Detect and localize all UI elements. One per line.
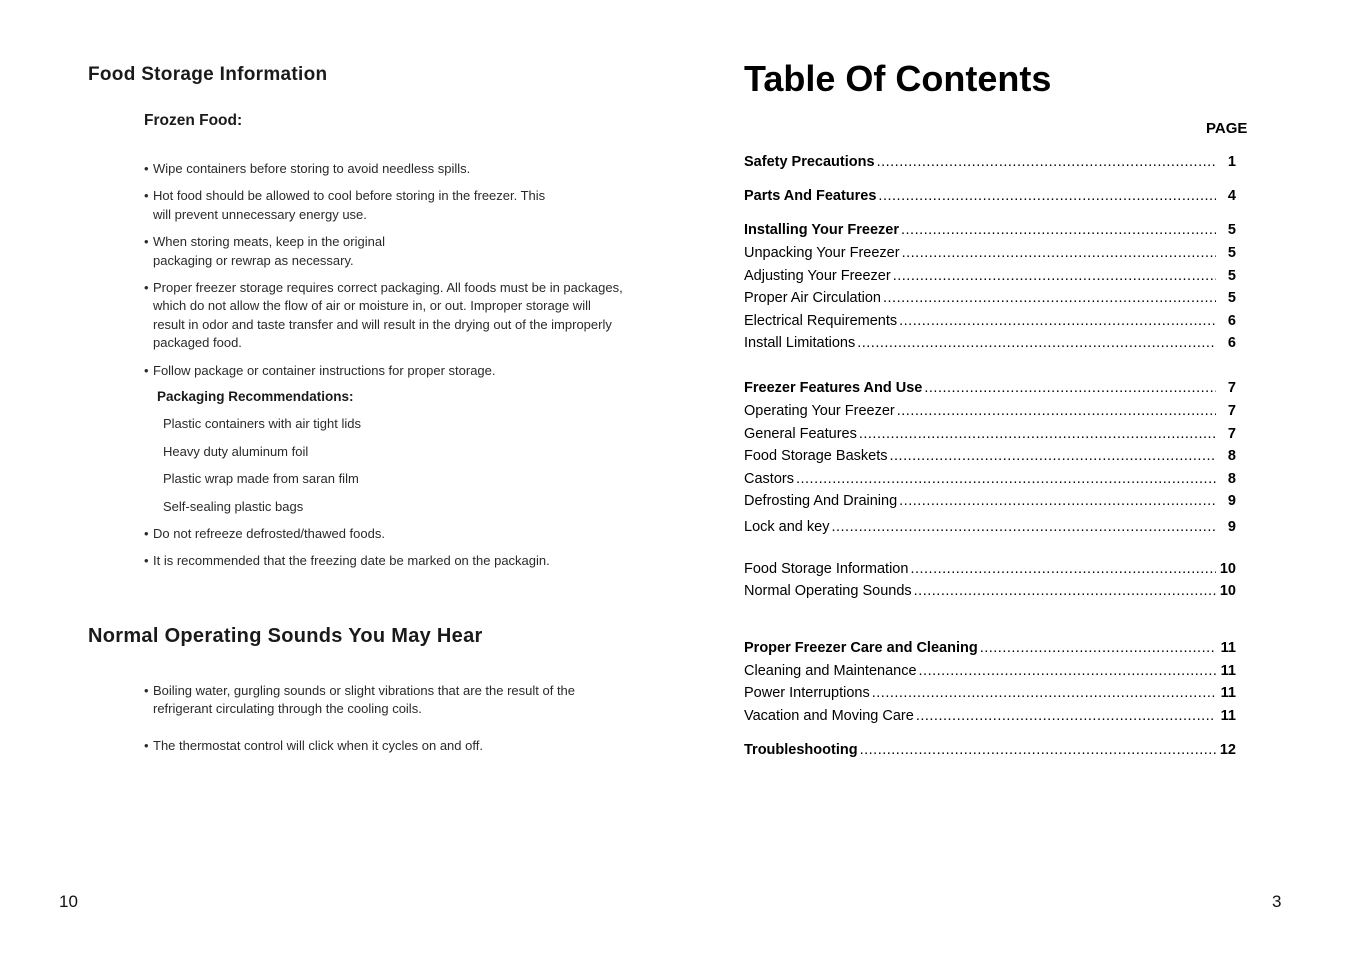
toc-entry — [744, 663, 1236, 679]
toc-leader-dots — [899, 313, 1216, 329]
left-page — [0, 0, 675, 954]
toc-leader-dots — [910, 561, 1216, 577]
bullet-item: • Follow package or container instructions for proper storage. — [144, 362, 624, 380]
bullet-item: • Proper freezer storage requires correct packaging. All foods must be in packages, which do not allow the flow of air or moisture in, or out. Improper storage will result in odor and taste transfer and will result in the drying out of the improperly packaged food. — [144, 279, 623, 353]
toc-entry-page: 1 — [1227, 154, 1236, 170]
page-number: 10 — [59, 892, 78, 911]
toc-entry-page: 9 — [1227, 493, 1236, 509]
toc-entry-page: 5 — [1227, 268, 1236, 284]
toc-entry-label: Cleaning and Maintenance — [744, 663, 917, 679]
frozen-food-bullets — [144, 160, 624, 380]
toc-entry-label: Operating Your Freezer — [744, 403, 895, 419]
toc-entry-label: Castors — [744, 471, 794, 487]
toc-entry-label: Electrical Requirements — [744, 313, 898, 329]
toc-entry — [744, 268, 1236, 284]
packaging-recommendations-heading: Packaging Recommendations: — [157, 389, 354, 404]
toc-entry-label: Normal Operating Sounds — [744, 583, 912, 599]
toc-leader-dots — [914, 583, 1216, 599]
toc-entry-page: 6 — [1227, 335, 1236, 351]
toc-entry — [744, 245, 1236, 261]
toc-entry-page: 8 — [1227, 448, 1236, 464]
toc-entry-label: Vacation and Moving Care — [744, 708, 914, 724]
toc-leader-dots — [796, 471, 1216, 487]
toc-leader-dots — [924, 380, 1216, 396]
toc-leader-dots — [859, 426, 1216, 442]
toc-entry-page: 8 — [1227, 471, 1236, 487]
toc-entry-label: Unpacking Your Freezer — [744, 245, 900, 261]
toc-leader-dots — [831, 519, 1216, 535]
toc-entry — [744, 290, 1236, 306]
bullet-item: • The thermostat control will click when it cycles on and off. — [144, 737, 624, 755]
toc-entry — [744, 188, 1236, 204]
toc-entry-label: Proper Freezer Care and Cleaning — [744, 640, 978, 656]
bullet-item: • When storing meats, keep in the original packaging or rewrap as necessary. — [144, 233, 423, 270]
toc-entry — [744, 583, 1236, 599]
toc-entry-page: 5 — [1227, 290, 1236, 306]
food-storage-title: Food Storage Information — [88, 64, 328, 85]
toc-entry-label: Safety Precautions — [744, 154, 875, 170]
toc-entry-label: Freezer Features And Use — [744, 380, 923, 396]
toc-entry-page: 7 — [1227, 426, 1236, 442]
toc-entry-page: 4 — [1227, 188, 1236, 204]
toc-leader-dots — [877, 154, 1216, 170]
toc-leader-dots — [883, 290, 1216, 306]
toc-entry — [744, 519, 1236, 535]
operating-sounds-title: Normal Operating Sounds You May Hear — [88, 625, 483, 647]
toc-entry-page: 5 — [1227, 222, 1236, 238]
toc-entry-page: 9 — [1227, 519, 1236, 535]
toc-entry — [744, 742, 1236, 758]
packaging-item: Heavy duty aluminum foil — [163, 443, 309, 459]
toc-entry — [744, 335, 1236, 351]
toc-entry-label: Power Interruptions — [744, 685, 870, 701]
toc-entry — [744, 448, 1236, 464]
toc-entry — [744, 154, 1236, 170]
right-page — [675, 0, 1351, 954]
packaging-item: Self-sealing plastic bags — [163, 498, 304, 514]
toc-entry-label: Troubleshooting — [744, 742, 858, 758]
toc-entry-page: 12 — [1219, 742, 1236, 758]
sounds-bullets — [144, 682, 624, 755]
toc-leader-dots — [889, 448, 1216, 464]
toc-entry-label: Defrosting And Draining — [744, 493, 898, 509]
toc-entry-label: Proper Air Circulation — [744, 290, 881, 306]
toc-entry-label: Food Storage Baskets — [744, 448, 888, 464]
toc-leader-dots — [893, 268, 1216, 284]
toc-entry — [744, 222, 1236, 238]
toc-entry — [744, 561, 1236, 577]
bullet-item: • Do not refreeze defrosted/thawed foods. — [144, 525, 624, 543]
toc-leader-dots — [860, 742, 1216, 758]
toc-entry-label: General Features — [744, 426, 857, 442]
toc-entry-page: 11 — [1220, 640, 1236, 656]
bullet-item: • It is recommended that the freezing date be marked on the packagin. — [144, 552, 624, 570]
toc-entry-label: Parts And Features — [744, 188, 877, 204]
toc-entry-label: Installing Your Freezer — [744, 222, 899, 238]
toc-leader-dots — [980, 640, 1216, 656]
frozen-food-heading: Frozen Food: — [144, 112, 243, 129]
toc-leader-dots — [872, 685, 1216, 701]
toc-entry-label: Lock and key — [744, 519, 830, 535]
page-column-label: PAGE — [1206, 120, 1248, 137]
toc-entry — [744, 493, 1236, 509]
toc-entry-page: 6 — [1227, 313, 1236, 329]
toc-leader-dots — [899, 493, 1216, 509]
toc-entry-label: Install Limitations — [744, 335, 856, 351]
toc-entry-label: Adjusting Your Freezer — [744, 268, 891, 284]
toc-entry-page: 10 — [1219, 583, 1236, 599]
toc-entry-page: 11 — [1220, 663, 1236, 679]
toc-entry — [744, 426, 1236, 442]
toc-entry-page: 5 — [1227, 245, 1236, 261]
toc-leader-dots — [857, 335, 1216, 351]
bullet-item: • Hot food should be allowed to cool before storing in the freezer. This will prevent unnecessary energy use. — [144, 187, 563, 224]
packaging-item: Plastic wrap made from saran film — [163, 471, 359, 486]
bullet-item: • Boiling water, gurgling sounds or slight vibrations that are the result of the refrigerant circulating through the cooling coils. — [144, 682, 618, 719]
toc-entry — [744, 708, 1236, 724]
toc-entry-page: 7 — [1227, 380, 1236, 396]
toc-entry-page: 11 — [1220, 708, 1236, 724]
toc-entry-page: 7 — [1227, 403, 1236, 419]
toc-leader-dots — [919, 663, 1216, 679]
bullet-item: • Wipe containers before storing to avoid needless spills. — [144, 160, 624, 178]
toc-entry-page: 10 — [1219, 561, 1236, 577]
toc-entry — [744, 640, 1236, 656]
frozen-food-bullets-after — [144, 525, 624, 571]
toc-title: Table Of Contents — [744, 58, 1052, 99]
toc-entry-page: 11 — [1220, 685, 1236, 701]
toc-leader-dots — [916, 708, 1216, 724]
page-number: 3 — [1272, 892, 1282, 911]
packaging-list — [163, 416, 361, 526]
toc-leader-dots — [897, 403, 1216, 419]
packaging-item: Plastic containers with air tight lids — [163, 416, 361, 431]
toc-leader-dots — [902, 245, 1216, 261]
toc-entry — [744, 313, 1236, 329]
toc-leader-dots — [878, 188, 1216, 204]
toc-entry-label: Food Storage Information — [744, 561, 909, 577]
toc-entry — [744, 685, 1236, 701]
toc-entry — [744, 380, 1236, 396]
toc-leader-dots — [901, 222, 1216, 238]
toc-entry — [744, 403, 1236, 419]
toc-entry — [744, 471, 1236, 487]
